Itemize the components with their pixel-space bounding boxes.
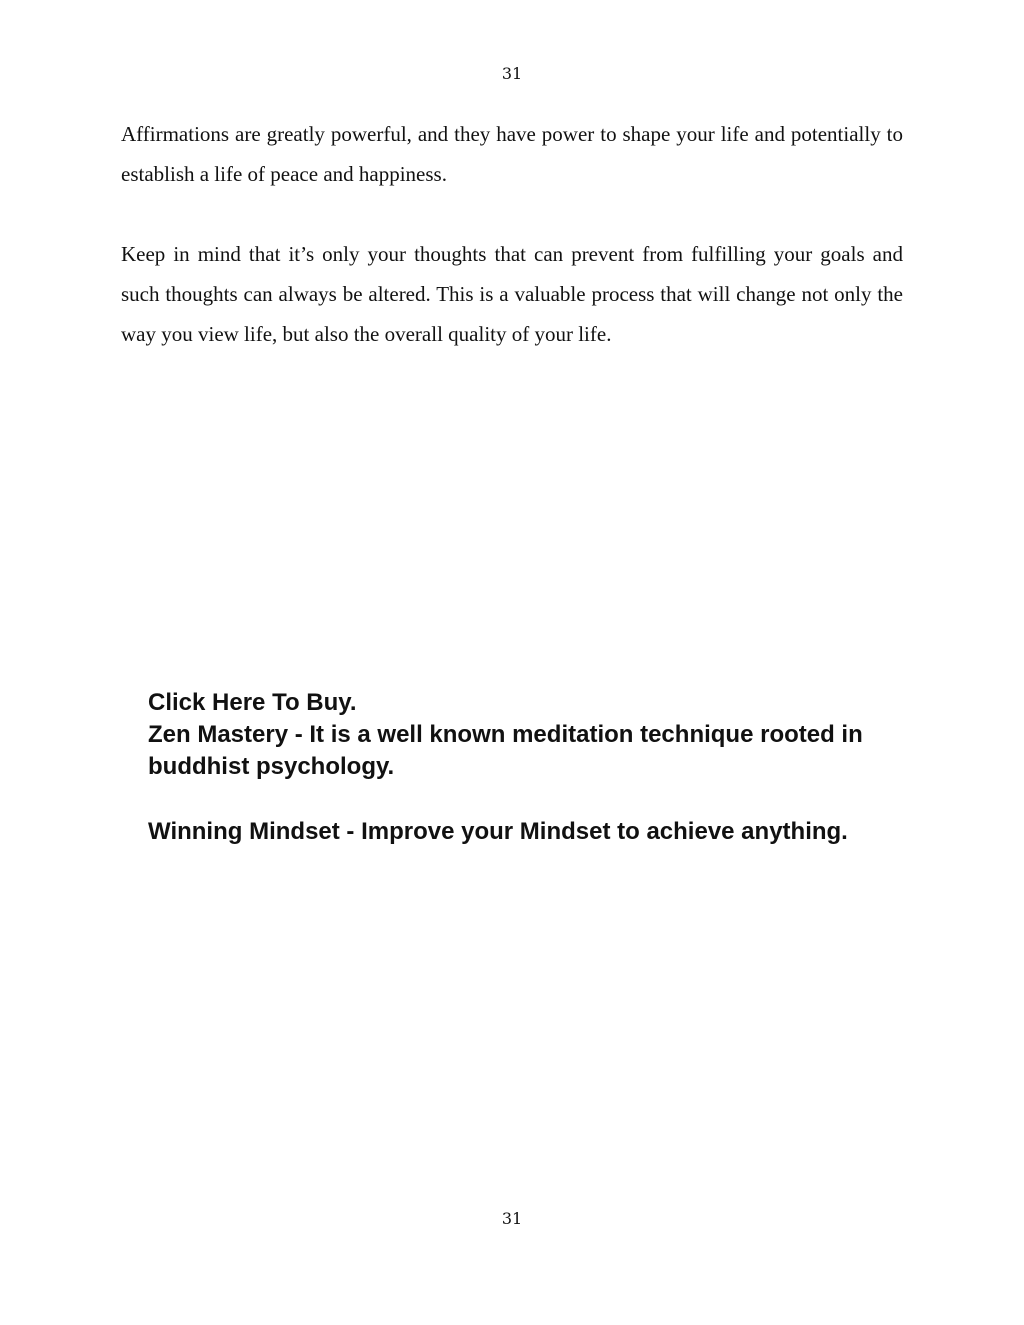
- zen-mastery-link[interactable]: Zen Mastery - It is a well known meditation technique rooted in buddhist psychology.: [148, 721, 863, 780]
- page-number-top: 31: [501, 64, 523, 83]
- page-number-bottom: 31: [501, 1209, 523, 1228]
- paragraph-affirmations: Affirmations are greatly powerful, and they have power to shape your life and potentially to establish a life of peace and happiness.: [121, 122, 903, 186]
- click-here-to-buy-link[interactable]: Click Here To Buy.: [148, 689, 357, 716]
- paragraph-thoughts: Keep in mind that it’s only your thoughts that can prevent from fulfilling your goals and such thoughts can always be altered. This is a valuable process that will change not only the way you view life, but also the overall quality of your life.: [121, 242, 903, 346]
- winning-mindset-link[interactable]: Winning Mindset - Improve your Mindset to achieve anything.: [148, 818, 848, 845]
